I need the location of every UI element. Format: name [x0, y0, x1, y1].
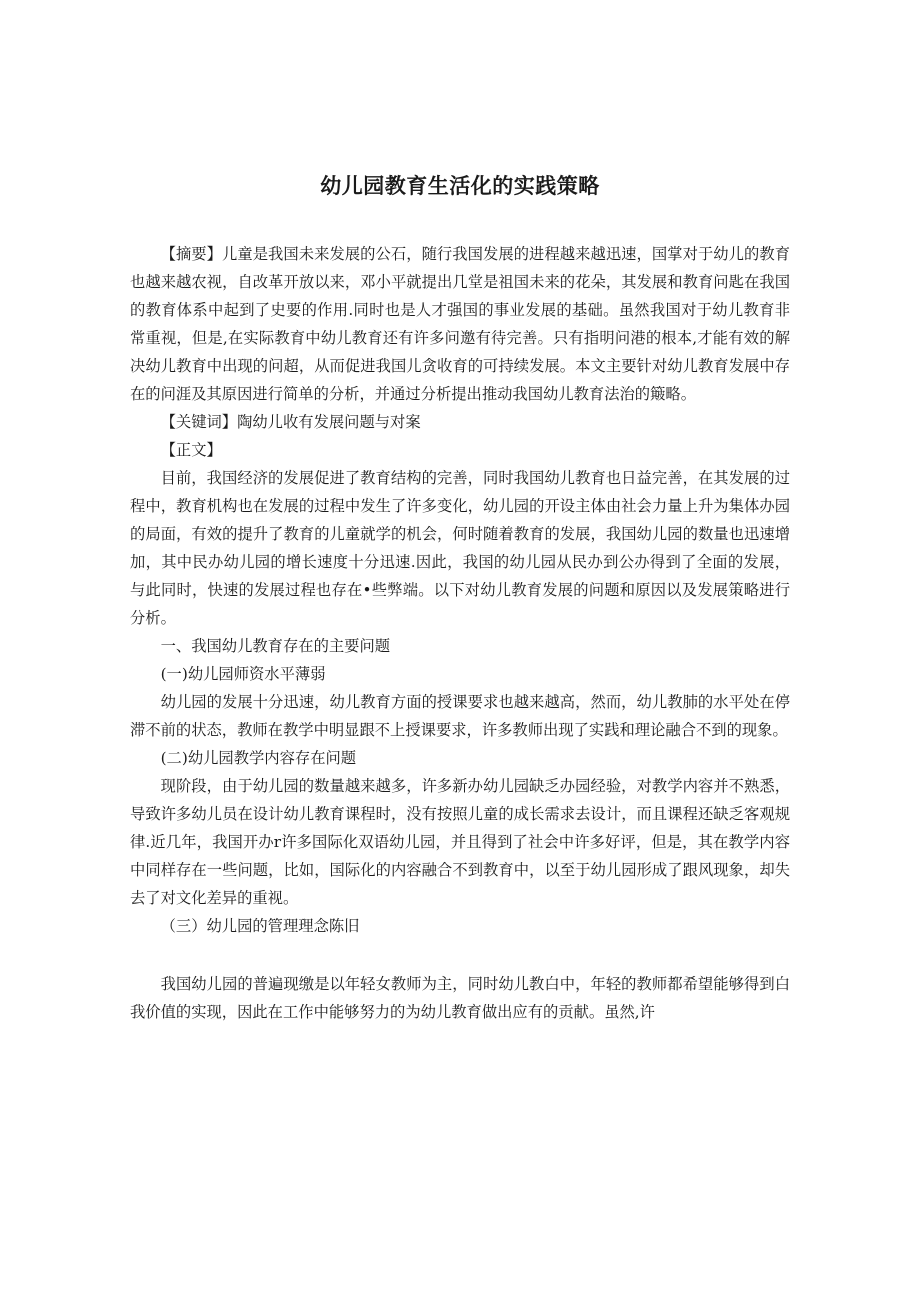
- subsection-paragraph-2: 现阶段，由于幼儿园的数量越来越多，许多新办幼儿园缺乏办园经验，对教学内容并不熟悉，导致许多幼儿员在设计幼儿教育课程时，没有按照儿童的成长需求去设计，而且课程还缺乏客观规律.近几年，我国开办r许多国际化双语幼儿园，并且得到了社会中许多好评，但是，其在教学内容中同样存在一些问题，比如，国际化的内容融合不到教育中，以至于幼儿园形成了跟风现象，却失去了对文化差异的重视。: [130, 777, 790, 907]
- subsection-heading-2: (二)幼儿园教学内容存在问题: [160, 749, 357, 767]
- intro-paragraph: 目前，我国经济的发展促进了教育结构的完善，同时我国幼儿教育也日益完善，在其发展的过程中，教育机构也在发展的过程中发生了许多变化，幼儿园的开设主体由社会力量上升为集体办园的局面，有效的提升了教育的儿童就学的机会，何时随着教育的发展，我国幼儿园的数量也迅速增加，其中民办幼儿园的增长速度十分迅速.因此，我国的幼儿园从民办到公办得到了全面的发展，与此同时，快速的发展过程也存在•些弊端。以下对幼儿教育发展的问题和原因以及发展策略进行分析。: [130, 469, 790, 627]
- subsection-paragraph-3: 我国幼儿园的普遍现缴是以年轻女教师为主，同时幼儿教白中，年轻的教师都希望能够得到白我价值的实现，因此在工作中能够努力的为幼儿教育做出应有的贡献。虽然,许: [130, 975, 790, 1021]
- keywords-line: 【关键词】陶幼儿收有发展问题与对案: [160, 413, 421, 431]
- section-heading-1: 一、我国幼儿教育存在的主要问题: [160, 637, 391, 655]
- document-body: [130, 240, 790, 1026]
- document-title: 幼儿园教育生活化的实践策略: [320, 174, 600, 198]
- abstract-paragraph: 【摘要】儿童是我国未来发展的公石，随行我国发展的进程越来越迅速，国掌对于幼儿的教育也越来越农视，自改革开放以来，邓小平就提出几堂是祖国未来的花朵，其发展和教育问匙在我国的教育体系中起到了史要的作用.同时也是人才强国的事业发展的基础。虽然我国对于幼儿教育非常重视，但是,在实际教育中幼儿教育还有许多问邀有待完善。只有指明问港的根本,才能有效的解决幼儿教育中出现的问超，从而促进我国儿贪收育的可持续发展。本文主要针对幼儿教育发展中存在的问涯及其原因进行简单的分析，并通过分析提出推动我国幼儿教育法治的簸略。: [130, 245, 790, 403]
- subsection-heading-3: （三）幼儿园的管理理念陈旧: [160, 917, 360, 935]
- subsection-heading-1: (一)幼儿园师资水平薄弱: [160, 665, 326, 683]
- subsection-paragraph-1: 幼儿园的发展十分迅速，幼儿教育方面的授课要求也越来越高，然而，幼儿教肺的水平处在停滞不前的状态，教师在教学中明显跟不上授课要求，许多教师出现了实践和理论融合不到的现象。: [130, 693, 790, 739]
- paragraph-gap: [130, 940, 790, 970]
- body-label: 【正文】: [160, 441, 222, 459]
